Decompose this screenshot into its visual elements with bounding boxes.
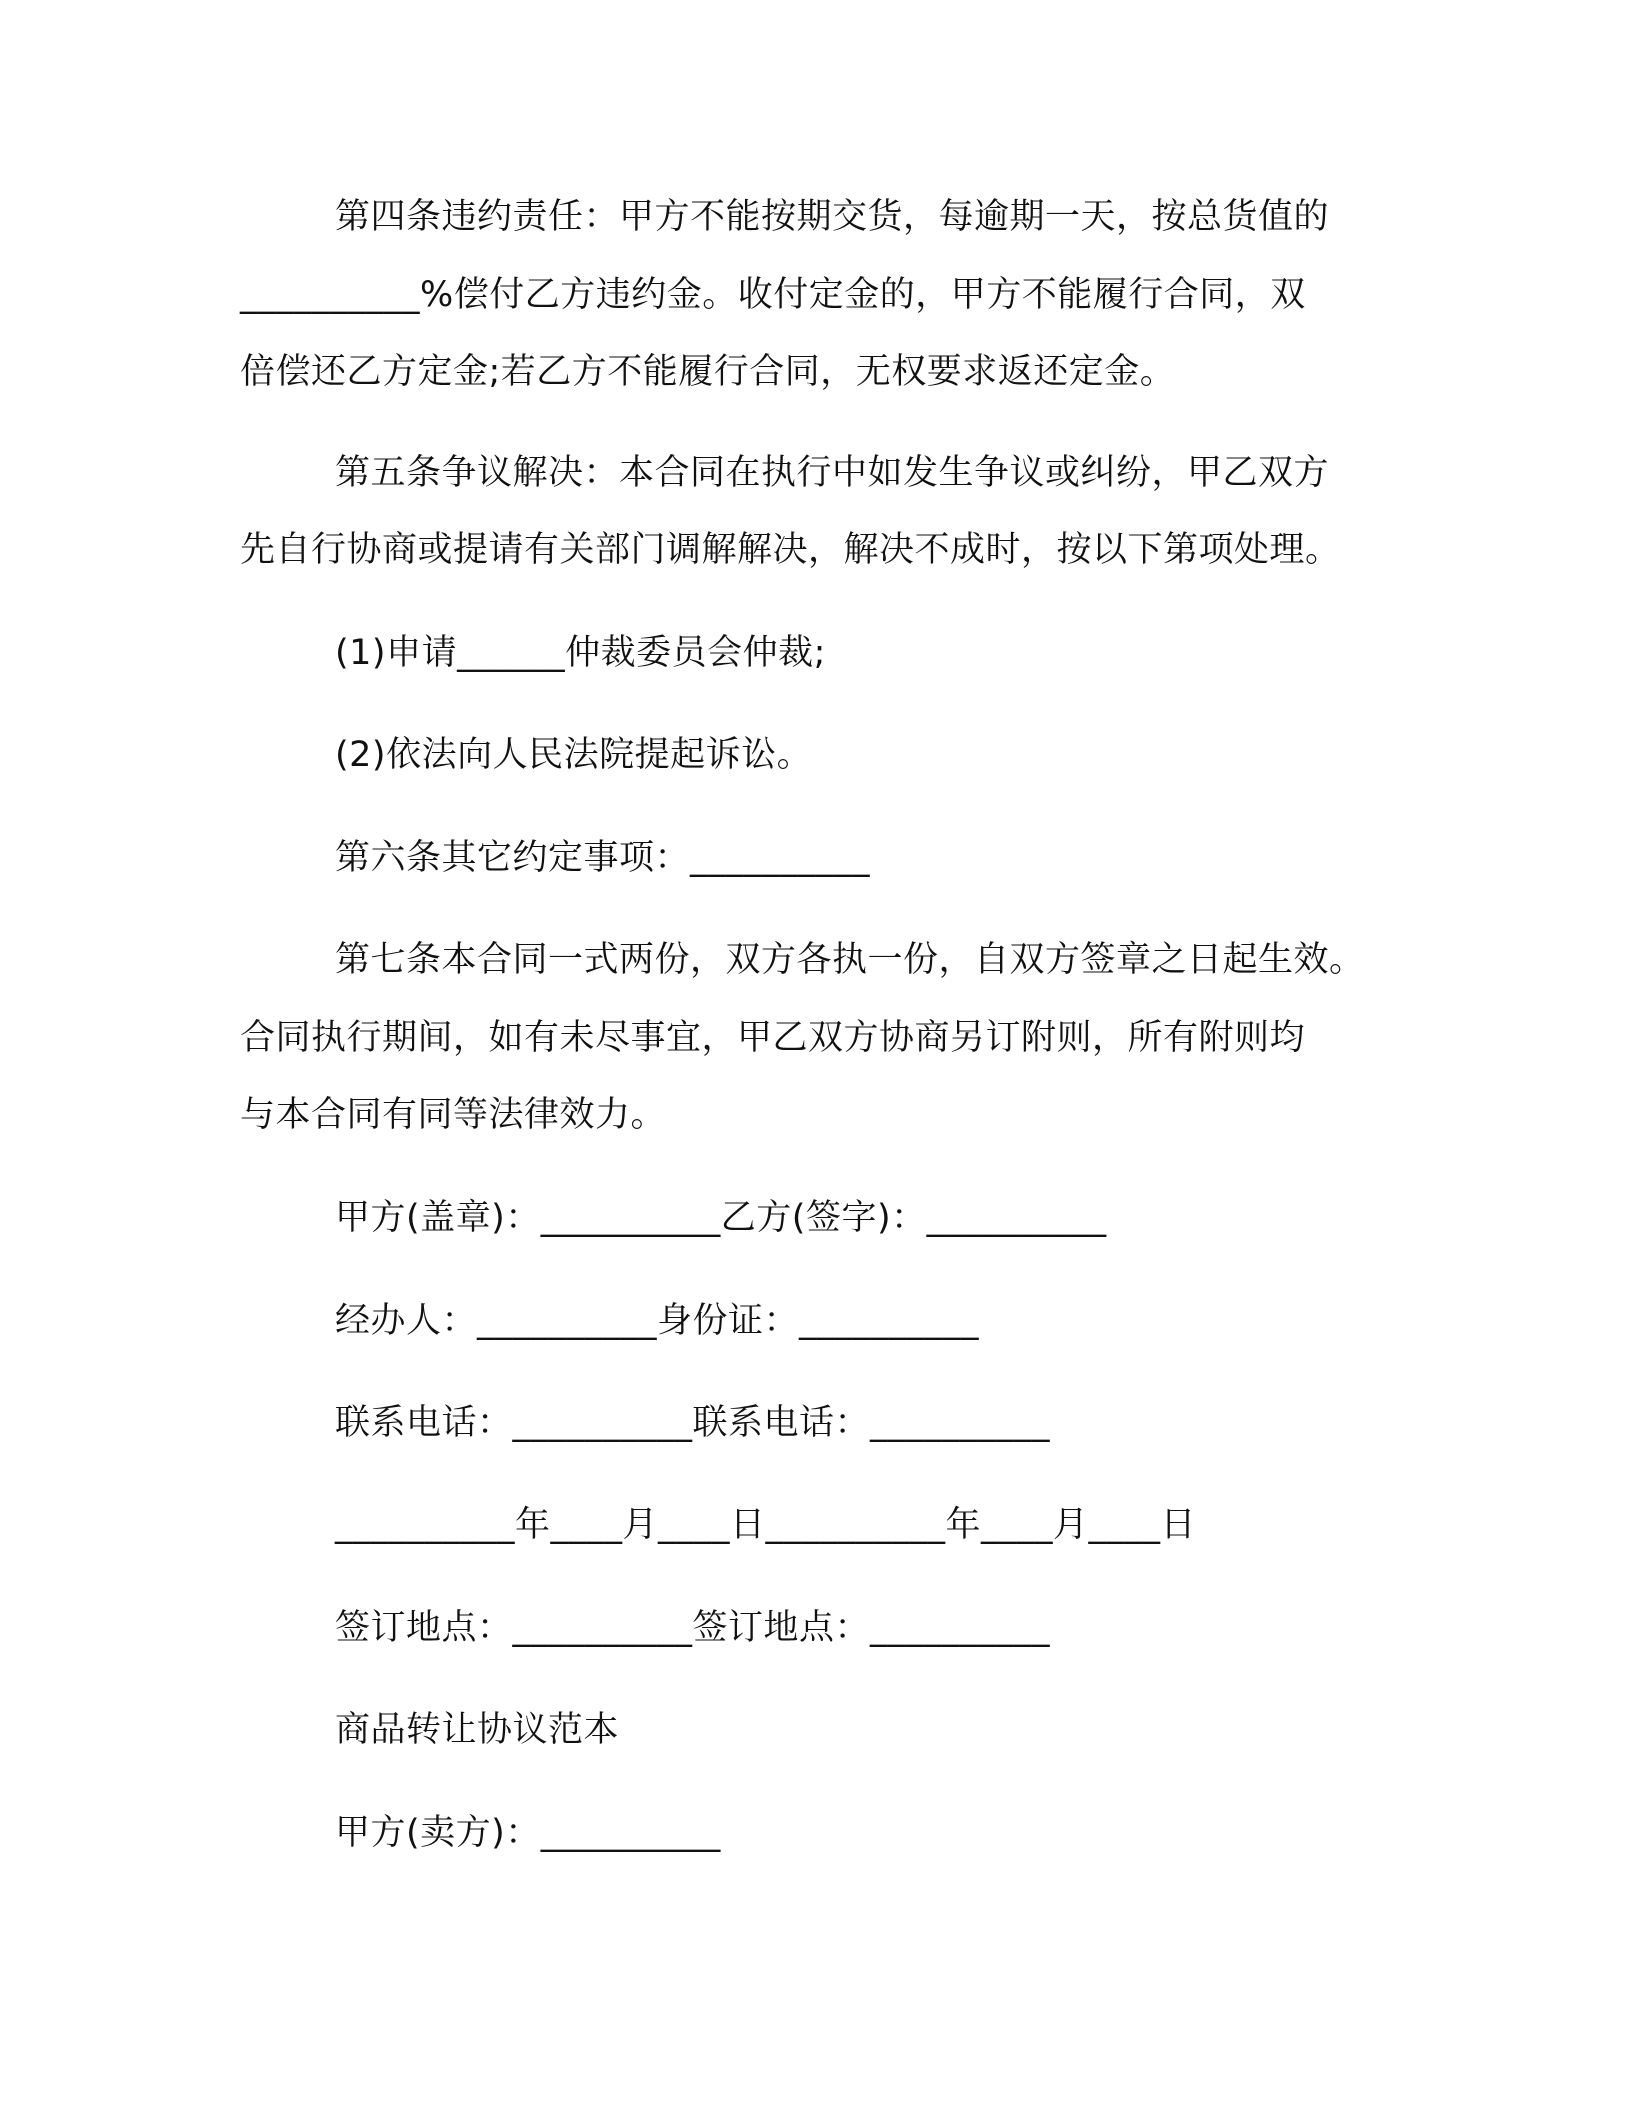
article7-line1: 第七条本合同一式两份，双方各执一份，自双方签章之日起生效。	[335, 940, 1365, 980]
signature-agent: 经办人：__________身份证：__________	[335, 1301, 980, 1341]
signature-date: __________年____月____日__________年____月____日	[335, 1505, 1197, 1545]
article5-line2: 先自行协商或提请有关部门调解解决，解决不成时，按以下第项处理。	[240, 530, 1341, 570]
article4-line3: 倍偿还乙方定金;若乙方不能履行合同，无权要求返还定金。	[240, 352, 1176, 392]
next-section-title: 商品转让协议范本	[335, 1710, 620, 1750]
article5-option1: (1)申请______仲裁委员会仲裁;	[335, 633, 826, 673]
article4-line2: __________%偿付乙方违约金。收付定金的，甲方不能履行合同，双	[240, 275, 1306, 315]
signature-phone: 联系电话：__________联系电话：__________	[335, 1403, 1051, 1443]
article4-line1: 第四条违约责任：甲方不能按期交货，每逾期一天，按总货值的	[335, 197, 1330, 237]
signature-place: 签订地点：__________签订地点：__________	[335, 1608, 1051, 1648]
next-party-a: 甲方(卖方)：__________	[335, 1813, 721, 1853]
signature-parties: 甲方(盖章)：__________乙方(签字)：__________	[335, 1198, 1107, 1238]
article5-line1: 第五条争议解决：本合同在执行中如发生争议或纠纷，甲乙双方	[335, 453, 1330, 493]
article7-line2: 合同执行期间，如有未尽事宜，甲乙双方协商另订附则，所有附则均	[240, 1018, 1306, 1058]
article7-line3: 与本合同有同等法律效力。	[240, 1095, 667, 1135]
article5-option2: (2)依法向人民法院提起诉讼。	[335, 735, 813, 775]
article6: 第六条其它约定事项：__________	[335, 838, 871, 878]
